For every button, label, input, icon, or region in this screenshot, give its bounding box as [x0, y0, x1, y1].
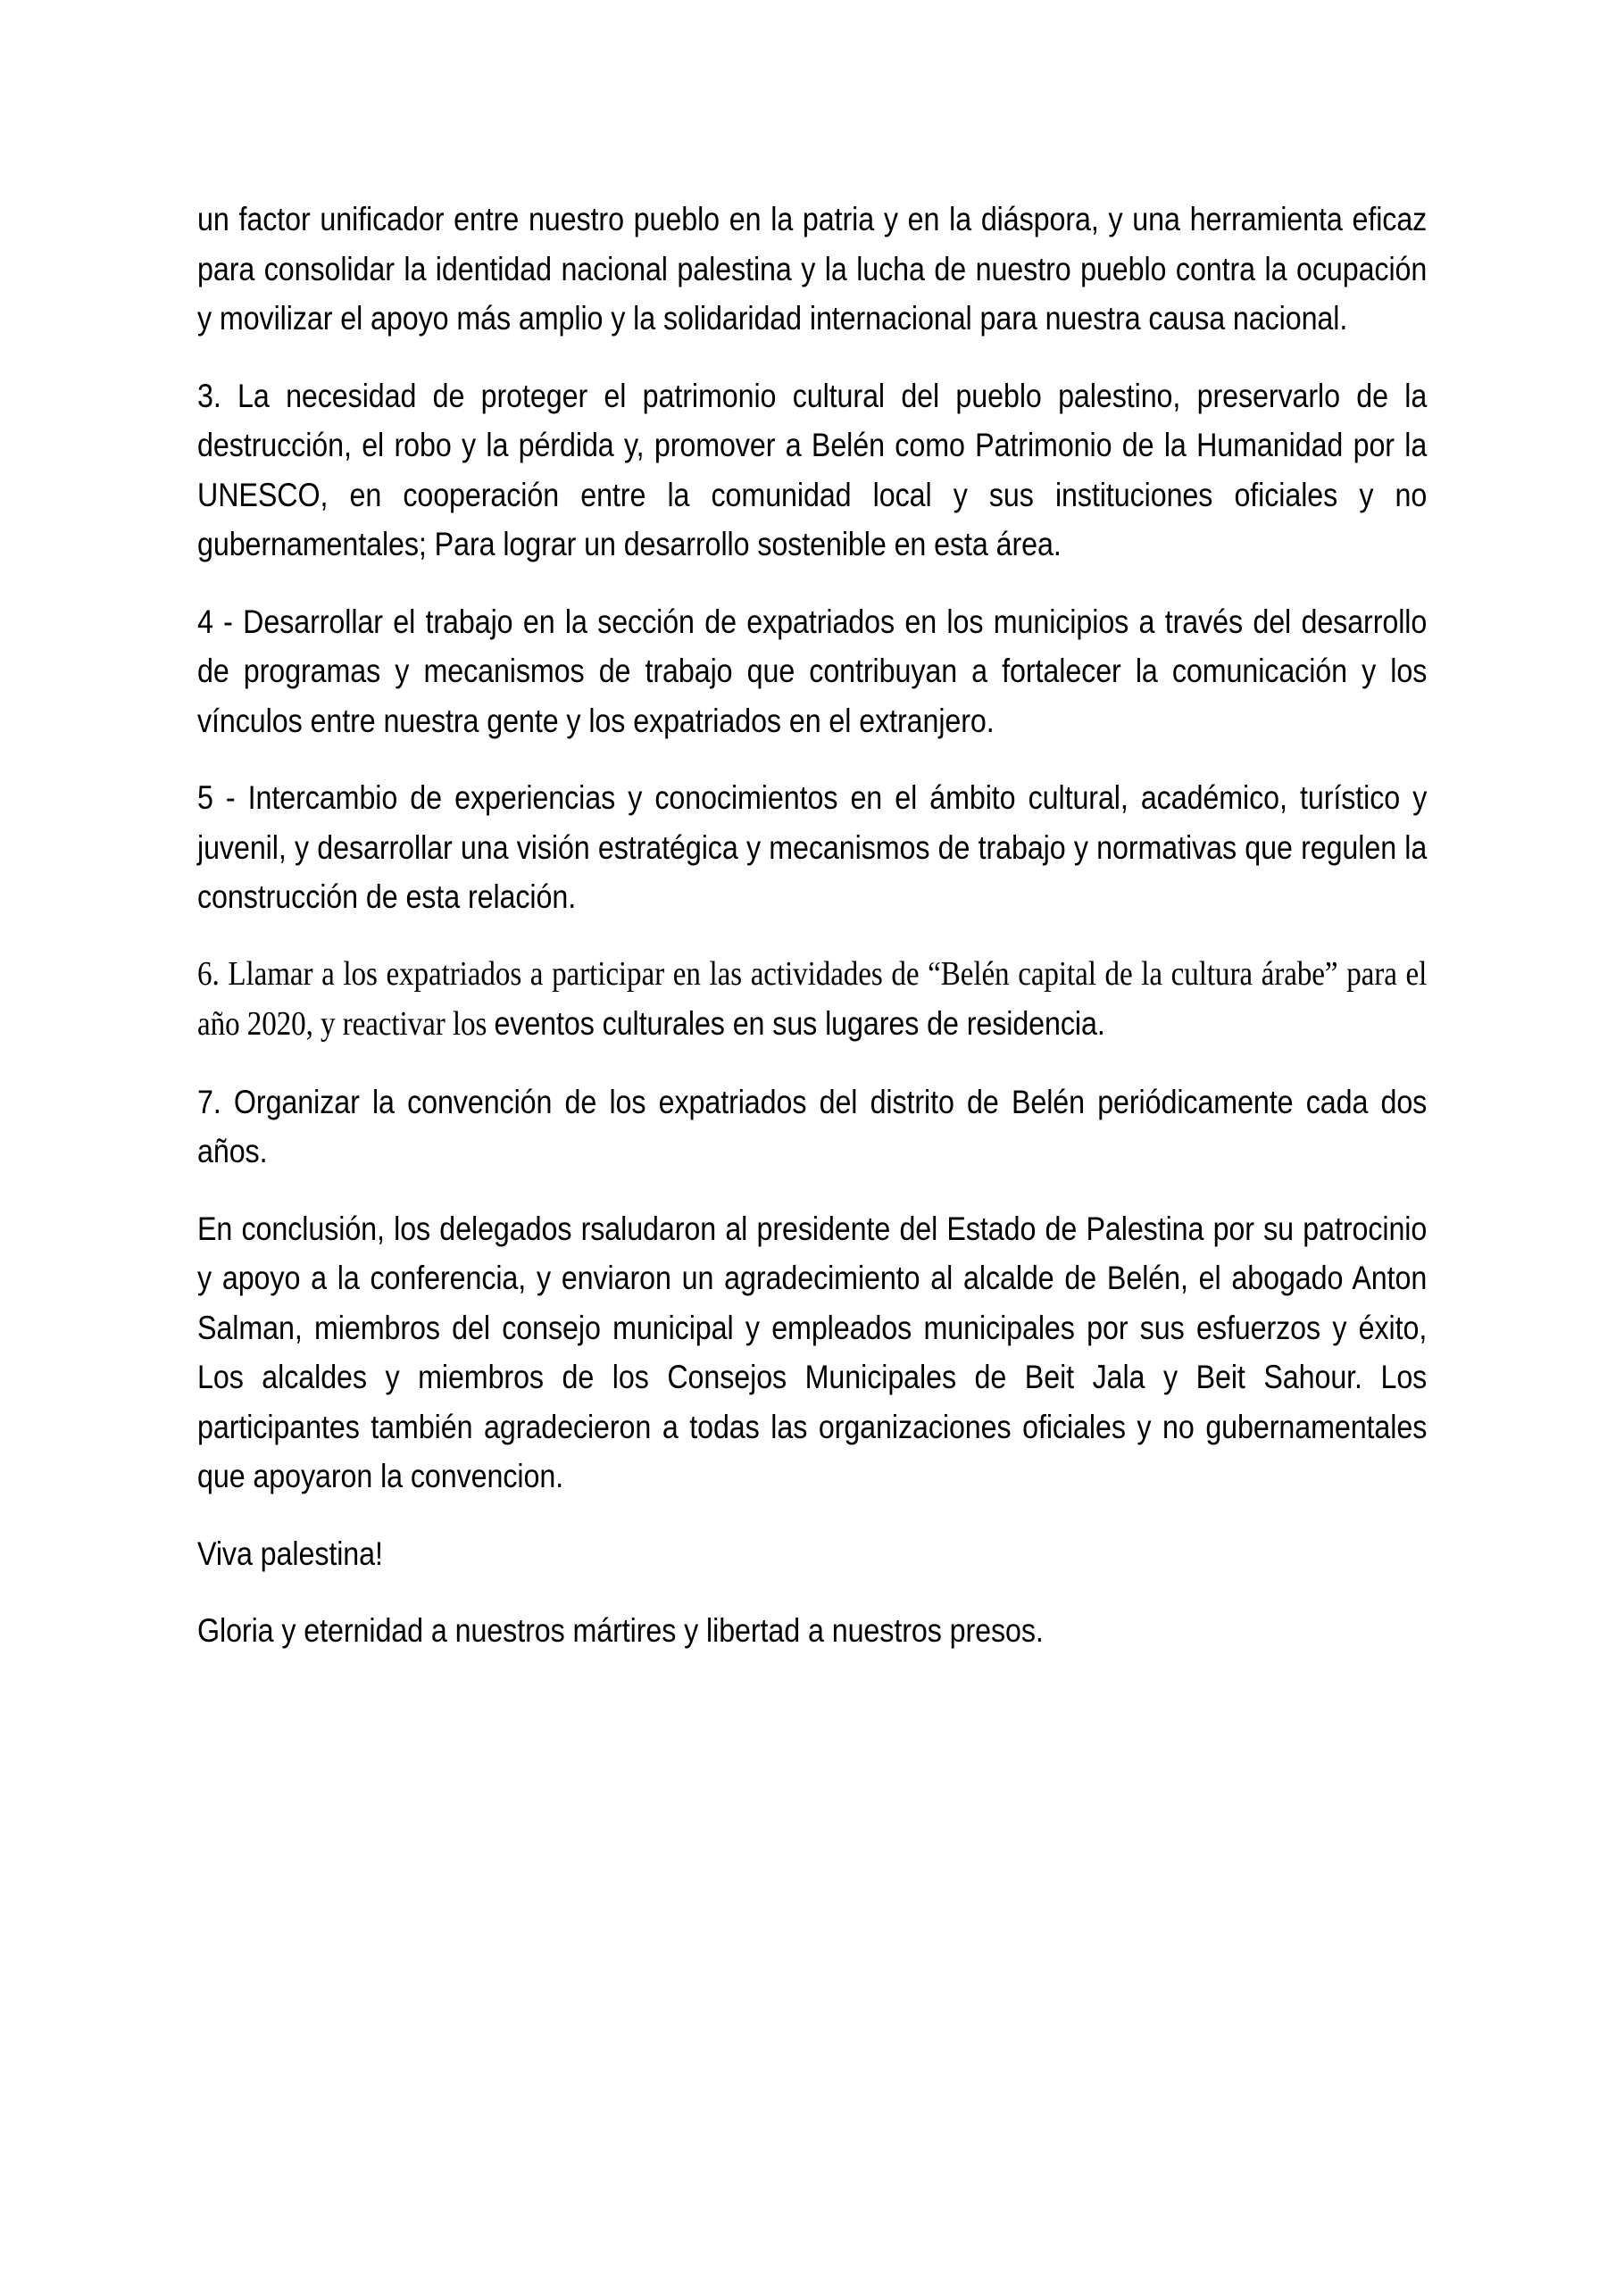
paragraph-slogan-gloria-eternidad: Gloria y eternidad a nuestros mártires y libertad a nuestros presos.: [197, 1611, 1044, 1649]
paragraph-item-7: 7. Organizar la convención de los expatriados del distrito de Belén periódicamente cada dos años.: [197, 1082, 1428, 1169]
paragraph-item-5: 5 - Intercambio de experiencias y conocimientos en el ámbito cultural, académico, turístico y juvenil, y desarrollar una visión estratégica y mecanismos de trabajo y normativas que regulen la construcción de esta relación.: [197, 778, 1428, 915]
paragraph-item-6-sans-run: eventos culturales en sus lugares de residencia.: [494, 1004, 1105, 1042]
paragraph-conclusion: En conclusión, los delegados rsaludaron al presidente del Estado de Palestina por su patrocinio y apoyo a la conferencia, y enviaron un agradecimiento al alcalde de Belén, el abogado Anton Salman, miembros del consejo municipal y empleados municipales por sus esfuerzos y éxito, Los alcaldes y miembros de los Consejos Municipales de Beit Jala y Beit Sahour. Los participantes también agradecieron a todas las organizaciones oficiales y no gubernamentales que apoyaron la convencion.: [197, 1209, 1428, 1494]
paragraph-slogan-viva-palestina: Viva palestina!: [197, 1534, 383, 1572]
paragraph-item-4: 4 - Desarrollar el trabajo en la sección de expatriados en los municipios a través del desarrollo de programas y mecanismos de trabajo que contribuyan a fortalecer la comunicación y los vínculos entre nuestra gente y los expatriados en el extranjero.: [197, 602, 1428, 739]
paragraph-item-6-serif-run: 6. Llamar a los expatriados a participar en las actividades de “Belén capital de la cultura árabe” para el año 2020, y reactivar los: [197, 954, 1428, 1043]
document-text-body: [197, 195, 1427, 1656]
paragraph-item-6: [197, 950, 1427, 1050]
paragraph-continuation: un factor unificador entre nuestro pueblo en la patria y en la diáspora, y una herramienta eficaz para consolidar la identidad nacional palestina y la lucha de nuestro pueblo contra la ocupación y movilizar el apoyo más amplio y la solidaridad internacional para nuestra causa nacional.: [197, 200, 1428, 337]
paragraph-item-3: 3. La necesidad de proteger el patrimonio cultural del pueblo palestino, preservarlo de la destrucción, el robo y la pérdida y, promover a Belén como Patrimonio de la Humanidad por la UNESCO, en cooperación entre la comunidad local y sus instituciones oficiales y no gubernamentales; Para lograr un desarrollo sostenible en esta área.: [197, 376, 1428, 562]
